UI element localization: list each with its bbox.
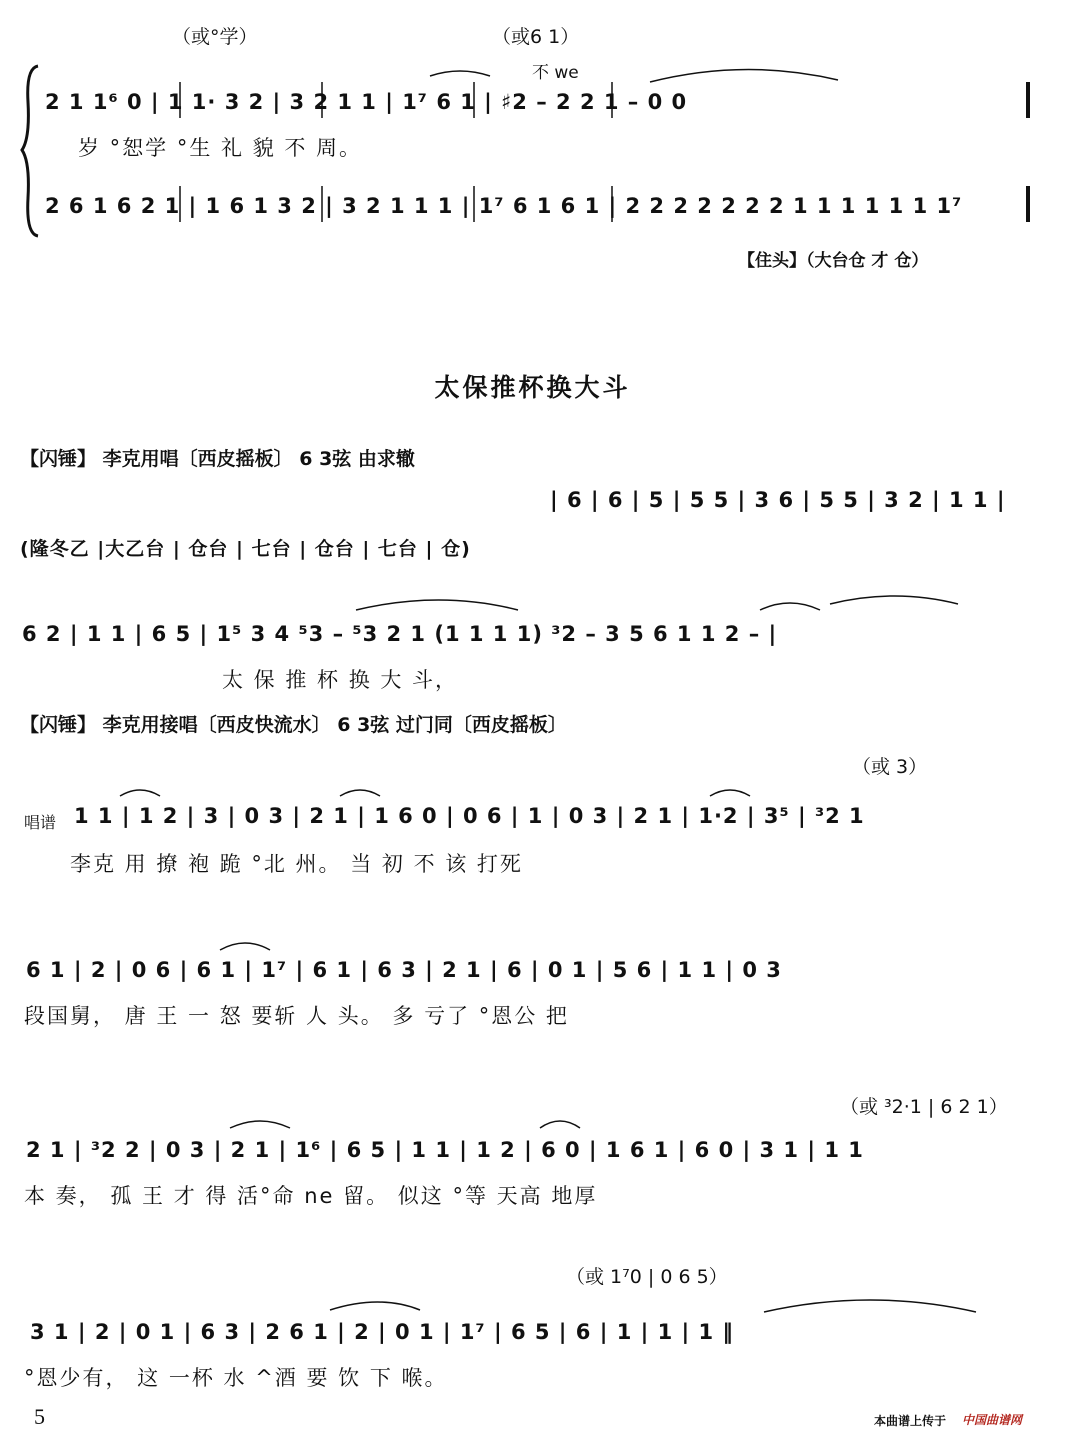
- section2-alt-row4: （或 1⁷0 | 0 6 5）: [566, 1266, 728, 1288]
- section2-alt-3: （或 3）: [852, 756, 928, 778]
- section1-line2-lyrics: 太 保 推 杯 换 大 斗，: [222, 668, 459, 692]
- system1-accomp-notes: 2 6 1 6 2 1 | 1 6 1 3 2 | 3 2 1 1 1 | 1⁷ 6 1 6 1 | 2 2 2 2 2 2 2 1 1 1 1 1 1 1⁷: [45, 194, 963, 218]
- footer-site-logo: 中国曲谱网: [962, 1413, 1023, 1427]
- system1-alt-right: （或6 1）: [492, 26, 580, 48]
- section2-label: 唱谱: [24, 813, 57, 832]
- system1-lyrics: 岁 °恕学 °生 礼 貌 不 周。: [78, 136, 363, 160]
- section2-row3-lyrics: 本 奏， 孤 王 才 得 活°命 ne 留。 似这 °等 天高 地厚: [24, 1184, 598, 1208]
- section1-header: 【闪锤】 李克用唱〔西皮摇板〕 6 3弦 由求辙: [20, 448, 415, 470]
- system1-voice-notes: 2 1 1⁶ 0 | 1 1· 3 2 | 3 2 1 1 | 1⁷ 6 1 | ♯2 – 2 2 1 – 0 0: [45, 90, 688, 114]
- section2-alt-row3: （或 ³2·1 | 6 2 1）: [840, 1096, 1008, 1118]
- section1-percussion: (隆冬乙 |大乙台 | 仓台 | 七台 | 仓台 | 七台 | 仓): [20, 538, 471, 560]
- section1-line1-notes: | 6 | 6 | 5 | 5 5 | 3 6 | 5 5 | 3 2 | 1 1 |: [550, 488, 1006, 512]
- section1-line2-notes: 6 2 | 1 1 | 6 5 | 1⁵ 3 4 ⁵3 – ⁵3 2 1 (1 1 1 1) ³2 – 3 5 6 1 1 2 – |: [22, 622, 778, 646]
- system1-bu-we: 不 we: [532, 63, 579, 83]
- section2-row4-notes: 3 1 | 2 | 0 1 | 6 3 | 2 6 1 | 2 | 0 1 | 1⁷ | 6 5 | 6 | 1 | 1 | 1 ‖: [30, 1320, 734, 1344]
- system1-zhutou-cue: 【住头】（大台仓 才 仓）: [738, 251, 929, 271]
- footer-uploaded-text: 本曲谱上传于: [874, 1414, 947, 1428]
- system1-alt-left: （或°学）: [172, 26, 258, 48]
- section2-row2-notes: 6 1 | 2 | 0 6 | 6 1 | 1⁷ | 6 1 | 6 3 | 2 1 | 6 | 0 1 | 5 6 | 1 1 | 0 3: [26, 958, 782, 982]
- section2-row1-lyrics: 李克 用 撩 袍 跪 °北 州。 当 初 不 该 打死: [70, 852, 523, 876]
- song-title: 太保推杯换大斗: [434, 373, 631, 402]
- section2-header: 【闪锤】 李克用接唱〔西皮快流水〕 6 3弦 过门同〔西皮摇板〕: [20, 714, 567, 736]
- section2-row3-notes: 2 1 | ³2 2 | 0 3 | 2 1 | 1⁶ | 6 5 | 1 1 | 1 2 | 6 0 | 1 6 1 | 6 0 | 3 1 | 1 1: [26, 1138, 864, 1162]
- section2-row4-lyrics: °恩少有， 这 一杯 水 ^酒 要 饮 下 喉。: [24, 1366, 448, 1390]
- section2-row2-lyrics: 段国舅， 唐 王 一 怒 要斩 人 头。 多 亏了 °恩公 把: [24, 1004, 569, 1028]
- section2-row1-notes: 1 1 | 1 2 | 3 | 0 3 | 2 1 | 1 6 0 | 0 6 | 1 | 0 3 | 2 1 | 1·2 | 3⁵ | ³2 1: [74, 804, 865, 828]
- page-number: 5: [34, 1404, 45, 1429]
